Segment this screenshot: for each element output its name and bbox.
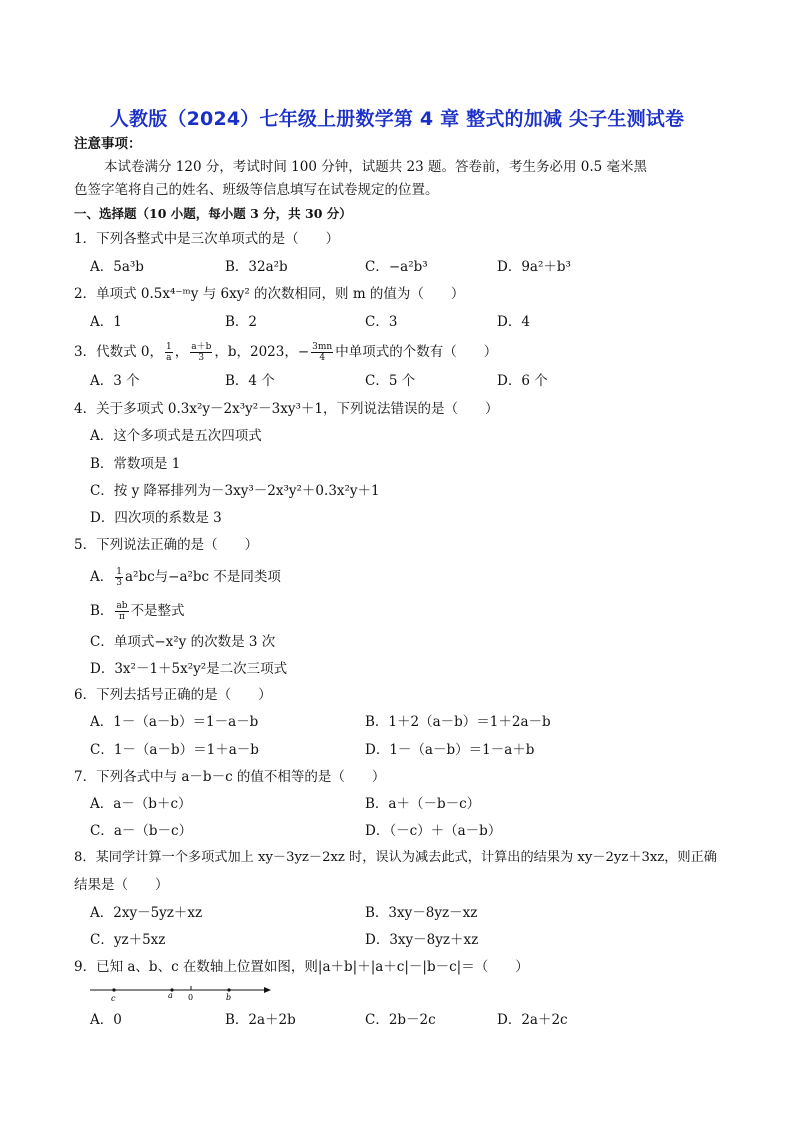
q5-option-b-prefix: B． <box>90 603 114 619</box>
q4-option-d: D．四次项的系数是 3 <box>90 510 222 526</box>
q2-option-b: B．2 <box>225 314 258 330</box>
q8-option-c: C．yz＋5xz <box>90 932 166 948</box>
q9-option-a: A．0 <box>90 1012 122 1028</box>
q3-fraction-1-num: 1 <box>165 342 172 352</box>
q3-fraction-2-den: 3 <box>198 353 205 363</box>
q9-stem: 9．已知 a、b、c 在数轴上位置如图，则|a＋b|＋|a＋c|－|b－c|＝（ ） <box>74 959 529 975</box>
q1-option-b: B．32a²b <box>225 259 288 275</box>
point-b <box>227 988 230 991</box>
q7-option-b: B．a＋（－b－c） <box>365 796 481 812</box>
exam-title: 人教版（2024）七年级上册数学第 4 章 整式的加减 尖子生测试卷 <box>109 108 685 130</box>
q9-option-c: C．2b－2c <box>365 1012 436 1028</box>
q4-option-b: B．常数项是 1 <box>90 456 181 472</box>
q4-stem: 4．关于多项式 0.3x²y－2x³y²－3xy³＋1，下列说法错误的是（ ） <box>74 401 499 417</box>
q1-stem: 1．下列各整式中是三次单项式的是（ ） <box>74 231 340 247</box>
q3-fraction-3-num: 3mn <box>312 342 333 352</box>
q5-option-c: C．单项式−x²y 的次数是 3 次 <box>90 634 276 650</box>
number-line-arrow <box>264 987 271 993</box>
q7-stem: 7．下列各式中与 a－b－c 的值不相等的是（ ） <box>74 769 386 785</box>
q9-option-b: B．2a＋2b <box>225 1012 296 1028</box>
q1-option-c: C．−a²b³ <box>365 259 428 275</box>
notice-line-1: 本试卷满分 120 分，考试时间 100 分钟，试题共 23 题。答卷前，考生务必用 0.5 毫米黑 <box>104 159 648 175</box>
q3-stem <box>74 342 497 363</box>
q3-fraction-3 <box>311 342 333 363</box>
q4-option-c: C．按 y 降幂排列为－3xy³－2x³y²＋0.3x²y＋1 <box>90 483 380 499</box>
q3-stem-part-b: ， <box>174 344 189 360</box>
section-heading: 一、选择题（10 小题，每小题 3 分，共 30 分） <box>74 206 352 221</box>
q8-option-a: A．2xy－5yz＋xz <box>90 905 203 921</box>
q7-option-d: D．（－c）＋（a－b） <box>365 823 502 839</box>
q5-stem: 5．下列说法正确的是（ ） <box>74 537 259 553</box>
q5-option-a-fraction-den: 3 <box>116 578 122 588</box>
q5-option-b-fraction-den: π <box>119 612 125 622</box>
q3-stem-part-c: ，b，2023，− <box>214 344 310 360</box>
number-line-figure <box>88 984 278 1004</box>
q5-option-b-fraction-num: ab <box>116 601 128 611</box>
q3-fraction-2-num: a＋b <box>191 342 212 352</box>
q5-option-b-text: 不是整式 <box>130 603 185 619</box>
q6-option-d: D．1－（a－b）＝1－a＋b <box>365 742 535 758</box>
q3-stem-part-a: 3．代数式 0， <box>74 344 163 360</box>
q6-stem: 6．下列去括号正确的是（ ） <box>74 687 272 703</box>
q3-fraction-1 <box>165 342 173 363</box>
q9-option-d: D．2a＋2c <box>497 1012 568 1028</box>
q6-option-c: C．1－（a－b）＝1＋a－b <box>90 742 259 758</box>
q5-option-a-fraction <box>115 567 123 588</box>
q5-option-a-fraction-num: 1 <box>116 567 122 577</box>
point-c <box>112 988 115 991</box>
q5-option-a-text: a²bc与−a²bc 不是同类项 <box>124 569 281 585</box>
label-b: b <box>226 993 232 1002</box>
q5-option-a-prefix: A． <box>90 569 114 585</box>
q7-option-c: C．a－（b－c） <box>90 823 193 839</box>
q3-stem-part-d: 中单项式的个数有（ ） <box>335 344 498 360</box>
q8-stem-line-2: 结果是（ ） <box>74 877 169 893</box>
q8-option-b: B．3xy－8yz－xz <box>365 905 478 921</box>
q3-fraction-3-den: 4 <box>319 353 326 363</box>
q3-option-a: A．3 个 <box>90 373 140 389</box>
q1-option-a: A．5a³b <box>90 259 144 275</box>
q2-option-c: C．3 <box>365 314 398 330</box>
q7-option-a: A．a－（b＋c） <box>90 796 192 812</box>
q8-option-d: D．3xy－8yz＋xz <box>365 932 479 948</box>
label-a: a <box>168 991 173 1000</box>
notice-line-2: 色签字笔将自己的姓名、班级等信息填写在试卷规定的位置。 <box>74 182 439 198</box>
q5-option-b-fraction <box>115 601 128 622</box>
q3-fraction-1-den: a <box>166 353 172 363</box>
q2-option-d: D．4 <box>497 314 530 330</box>
label-c: c <box>111 994 116 1003</box>
q6-option-b: B．1＋2（a－b）＝1＋2a－b <box>365 714 551 730</box>
q3-fraction-2 <box>190 342 212 363</box>
q2-stem: 2．单项式 0.5x⁴⁻ᵐy 与 6xy² 的次数相同，则 m 的值为（ ） <box>74 286 465 302</box>
notice-heading: 注意事项： <box>74 136 142 152</box>
q3-option-d: D．6 个 <box>497 373 548 389</box>
q5-option-d: D．3x²－1＋5x²y²是二次三项式 <box>90 661 288 677</box>
label-0: 0 <box>188 993 194 1002</box>
q3-option-b: B．4 个 <box>225 373 275 389</box>
q3-option-c: C．5 个 <box>365 373 416 389</box>
q5-option-b <box>90 601 185 622</box>
q2-option-a: A．1 <box>90 314 122 330</box>
q6-option-a: A．1－（a－b）＝1－a－b <box>90 714 259 730</box>
q1-option-d: D．9a²＋b³ <box>497 259 571 275</box>
q4-option-a: A．这个多项式是五次四项式 <box>90 428 262 444</box>
q5-option-a <box>90 567 281 588</box>
q8-stem-line-1: 8．某同学计算一个多项式加上 xy－3yz－2xz 时，误认为减去此式，计算出的结果为 xy－2yz＋3xz，则正确 <box>74 850 717 865</box>
